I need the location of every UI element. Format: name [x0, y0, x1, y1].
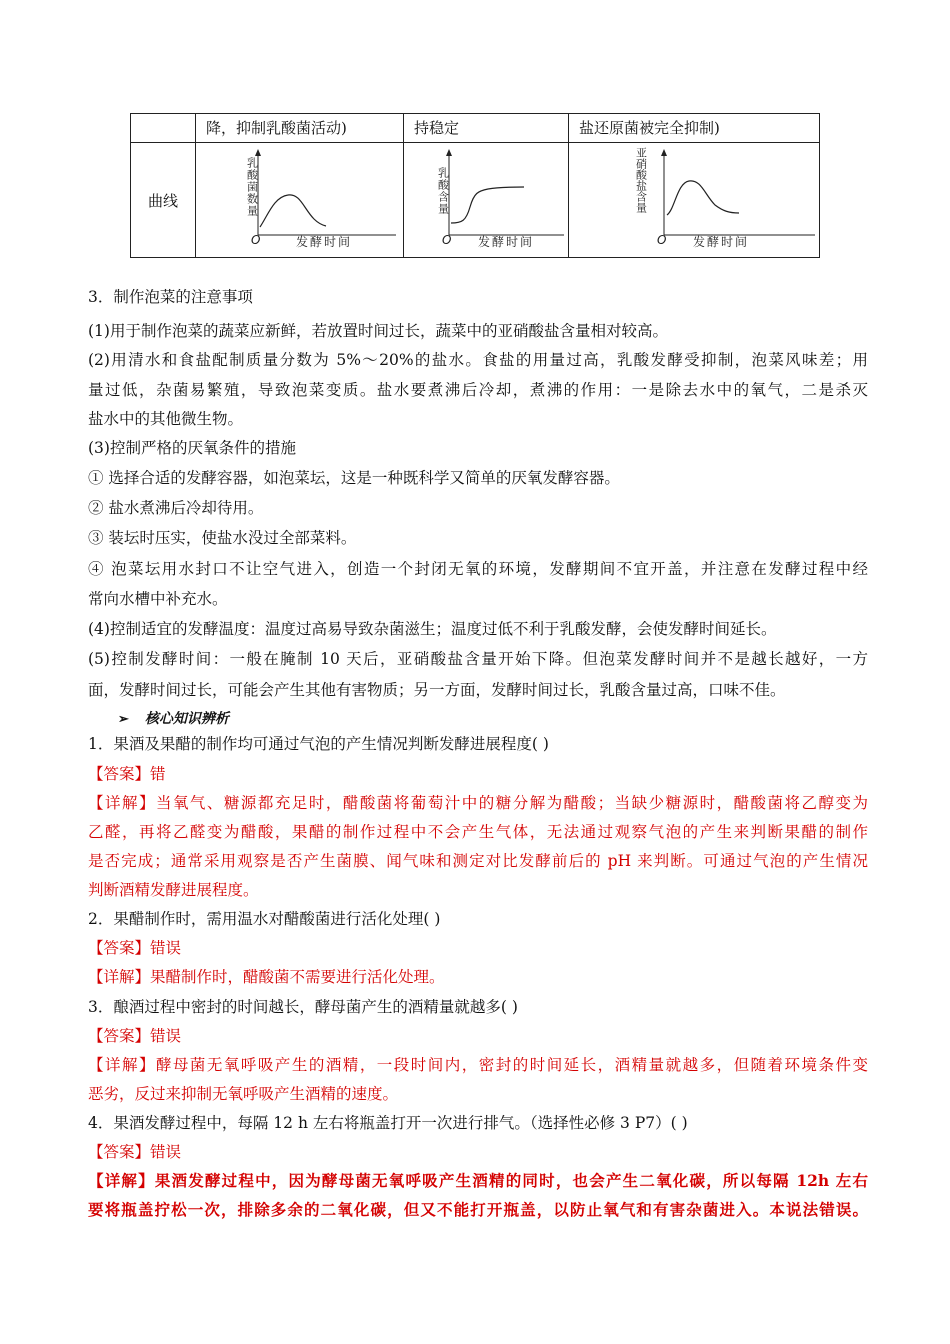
paragraph: 盐水中的其他微生物。	[88, 410, 244, 428]
question: 4．果酒发酵过程中，每隔 12 h 左右将瓶盖打开一次进行排气。（选择性必修 3 P7）( )	[88, 1114, 688, 1132]
fermentation-table	[130, 113, 820, 258]
detail: 【详解】果酒发酵过程中，因为酵母菌无氧呼吸产生酒精的同时，也会产生二氧化碳，所以每隔 12h 左右	[88, 1171, 868, 1190]
nitrite-content-graph	[569, 143, 820, 257]
list-item: ③ 装坛时压实，使盐水没过全部菜料。	[88, 529, 357, 547]
detail: 判断酒精发酵进展程度。	[88, 881, 259, 899]
table-row	[131, 143, 820, 258]
paragraph: (3)控制严格的厌氧条件的措施	[88, 439, 296, 457]
table-row	[131, 114, 820, 143]
curve	[260, 195, 326, 227]
bacteria-count-graph	[196, 143, 404, 257]
arrow-icon: ➢	[118, 712, 129, 727]
y-axis-label: 亚硝酸盐含量	[634, 147, 648, 213]
origin-label: O	[251, 233, 261, 247]
x-axis-label: 发酵时间	[296, 235, 353, 249]
graph-cell	[404, 143, 569, 258]
detail: 恶劣，反过来抑制无氧呼吸产生酒精的速度。	[88, 1085, 399, 1103]
paragraph: (5)控制发酵时间：一般在腌制 10 天后，亚硝酸盐含量开始下降。但泡菜发酵时间并不是越长越好，一方	[88, 650, 868, 668]
y-axis-arrow	[446, 149, 452, 156]
graph-cell	[196, 143, 404, 258]
paragraph: 面，发酵时间过长，可能会产生其他有害物质；另一方面，发酵时间过长，乳酸含量过高，口味不佳。	[88, 681, 786, 699]
y-axis-label: 乳酸含量	[436, 167, 450, 215]
detail: 要将瓶盖拧松一次，排除多余的二氧化碳，但又不能打开瓶盖，以防止氧气和有害杂菌进入。本说法错误。	[88, 1200, 868, 1219]
table-cell: 盐还原菌被完全抑制)	[569, 114, 820, 143]
graph-cell	[569, 143, 820, 258]
list-item: ② 盐水煮沸后冷却待用。	[88, 499, 264, 517]
core-section-title: 核心知识辨析	[144, 711, 229, 727]
question: 1．果酒及果醋的制作均可通过气泡的产生情况判断发酵进展程度( )	[88, 735, 549, 753]
answer: 【答案】错	[88, 765, 166, 783]
question: 2．果醋制作时，需用温水对醋酸菌进行活化处理( )	[88, 910, 441, 928]
section-title: 3．制作泡菜的注意事项	[88, 288, 253, 306]
detail: 【详解】果醋制作时，醋酸菌不需要进行活化处理。	[88, 968, 445, 986]
y-axis-arrow	[661, 149, 667, 156]
answer: 【答案】错误	[88, 1143, 182, 1161]
table-cell	[131, 114, 196, 143]
table-cell: 持稳定	[404, 114, 569, 143]
origin-label: O	[657, 233, 667, 247]
detail: 【详解】当氧气、糖源都充足时，醋酸菌将葡萄汁中的糖分解为醋酸；当缺少糖源时，醋酸菌将乙醇变为	[88, 794, 868, 812]
paragraph: (4)控制适宜的发酵温度：温度过高易导致杂菌滋生；温度过低不利于乳酸发酵，会使发酵时间延长。	[88, 620, 777, 638]
x-axis-label: 发酵时间	[693, 235, 750, 249]
y-axis-label: 乳酸菌数量	[245, 157, 259, 217]
list-item: 常向水槽中补充水。	[88, 590, 228, 608]
detail: 【详解】酵母菌无氧呼吸产生的酒精，一段时间内，密封的时间延长，酒精量就越多，但随着环境条件变	[88, 1056, 868, 1074]
curve	[667, 181, 739, 215]
answer: 【答案】错误	[88, 939, 182, 957]
x-axis-label: 发酵时间	[478, 235, 535, 249]
list-item: ① 选择合适的发酵容器，如泡菜坛，这是一种既科学又简单的厌氧发酵容器。	[88, 469, 620, 487]
curve	[451, 187, 524, 223]
row-label: 曲线	[131, 143, 196, 258]
table-cell: 降，抑制乳酸菌活动)	[196, 114, 404, 143]
origin-label: O	[442, 233, 452, 247]
paragraph: 量过低，杂菌易繁殖，导致泡菜变质。盐水要煮沸后冷却，煮沸的作用：一是除去水中的氧气，二是杀灭	[88, 381, 868, 399]
lactic-acid-graph	[404, 143, 569, 257]
y-axis-arrow	[255, 149, 261, 156]
detail: 是否完成；通常采用观察是否产生菌膜、闻气味和测定对比发酵前后的 pH 来判断。可通过气泡的产生情况	[88, 852, 868, 870]
core-section-heading	[118, 710, 229, 729]
paragraph: (1)用于制作泡菜的蔬菜应新鲜，若放置时间过长，蔬菜中的亚硝酸盐含量相对较高。	[88, 322, 668, 340]
question: 3．酿酒过程中密封的时间越长，酵母菌产生的酒精量就越多( )	[88, 998, 518, 1016]
detail: 乙醛，再将乙醛变为醋酸，果醋的制作过程中不会产生气体，无法通过观察气泡的产生来判断果醋的制作	[88, 823, 868, 841]
list-item: ④ 泡菜坛用水封口不让空气进入，创造一个封闭无氧的环境，发酵期间不宜开盖，并注意在发酵过程中经	[88, 560, 868, 578]
answer: 【答案】错误	[88, 1027, 182, 1045]
paragraph: (2)用清水和食盐配制质量分数为 5%～20%的盐水。食盐的用量过高，乳酸发酵受抑制，泡菜风味差；用	[88, 351, 868, 369]
